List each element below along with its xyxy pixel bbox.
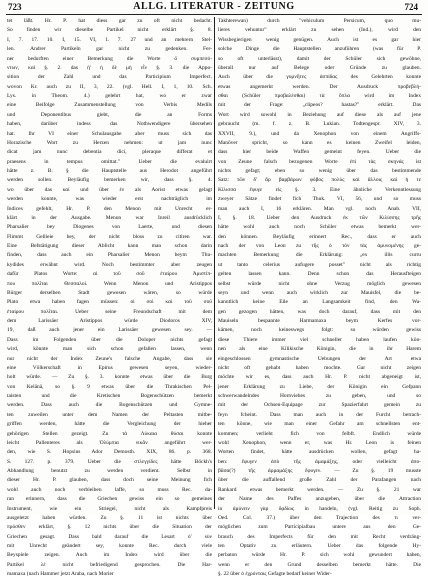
text-line: Auch über die γυμνῆτες ἀσπίδας des Gelehrten konnte bbox=[218, 74, 421, 81]
text-line: über die auffallend große Zahl der Parafangen nach bbox=[218, 477, 421, 484]
text-line: ut tanto celerius aufugere posset" nicht als richtig bbox=[218, 261, 421, 268]
text-line: von Kelänä, so §. 9 etwas über die Thrakischen Pel- bbox=[7, 383, 212, 390]
text-line: S. 127. p. 379. Ueber die στλεγγίδες hätte Böckh's bbox=[7, 458, 212, 465]
text-line: So finden wir dieselbe Partikel nicht erklärt §. 8. bbox=[7, 27, 212, 34]
text-line: Flimmt Gellieie bey, der nicht bloss zu citiren war. bbox=[7, 233, 212, 240]
text-line: werden. Dass auch die Bogenschützen und Gymne- bbox=[7, 402, 212, 409]
text-line: XXVII, 9.), und da Xenophon von einem Angriffs- bbox=[218, 130, 421, 137]
text-line: hätte z. B. § die Hauptstelle aus Herodot angeführt bbox=[7, 168, 212, 174]
text-line: der Name des Paffes anzugeben, über die Attraction bbox=[218, 496, 421, 503]
text-line: Takhterewan) durch "vehiculum Persicum, quo mu- bbox=[218, 18, 421, 24]
text-line: dass hier beide Waffen gemeint feyen. Ueber die bbox=[218, 149, 421, 156]
text-line: Pharsalier bey Diogenes von Laerte, und diesen bbox=[7, 224, 212, 231]
text-line: nichts gefagt; eben so wenig über das bestimmende bbox=[218, 168, 421, 174]
text-line: Abhandlung benutzt zu werden verdient. Selbst in bbox=[7, 468, 212, 474]
text-line: Κίλισσα ἔφυγε εἰς §. 3. Eine ähnliche Verkenntlessung bbox=[218, 186, 421, 193]
text-line: Oed. Col. 37.) über den Trajection des τι ver- bbox=[218, 514, 421, 521]
text-line: den können. Beyläufig erinnert Rec., dass er auch bbox=[218, 233, 421, 240]
text-line: finden, dass auch ein Pharsalier Menon beym Thu- bbox=[7, 252, 212, 259]
text-line: Indices gefehlt, Hr. P. den Menon mit Unrecht er- bbox=[7, 205, 212, 212]
text-column-right bbox=[218, 17, 421, 580]
text-line: len. Andrer Partikeln gar nicht zu gedenken. Fer- bbox=[7, 46, 212, 53]
text-line: werden sollen. Beyläufig bemerken wir, dass §. 4. bbox=[7, 177, 212, 184]
text-line: ner bedurften einer Bemerkung die Worte ö συμπεσό- bbox=[7, 55, 212, 62]
text-line: von Zeune falsch bezogenen Worte ἐπὶ τὰς σκηνάς ist bbox=[218, 158, 421, 165]
text-line: mit der Frage: „clipeos? hastas?" erklärt. Das bbox=[218, 102, 421, 109]
text-line: mamaxa (nach Hammer jetzt Araba, nach Morier bbox=[7, 571, 114, 578]
text-line: taisten und die Kretischen Bogenschützen bemerkt bbox=[7, 393, 212, 399]
text-line: wo über das καί und über ἐν als Aorist etwas gelagt bbox=[7, 186, 212, 193]
text-line: ντων, καί §. 2. das ή' ή δὲ μὴ εἶν §. 3. die Appo- bbox=[7, 64, 212, 71]
text-line: βᾶσα(?) τῆς ἁρμαμάξης ἔφυγεν. — Zu §. 19 musste bbox=[218, 468, 421, 474]
text-line: I, 7. 17. 10. I, 15. VI, 1. 7. 27 und an mehrern Stel- bbox=[7, 36, 212, 43]
text-line: haben, darüber indess das Nothwendigere übersehen bbox=[7, 121, 212, 128]
text-line: Bürger derselben Stadt gewesen wären, so würde bbox=[7, 289, 212, 296]
text-line: hätte wohl auch noch Schüler etwas bemerkt wer- bbox=[218, 224, 421, 231]
page-number-left: 723 bbox=[8, 2, 22, 12]
text-line: ἑταίρου πολῖται. Ueber seine Freundschaft mit dem bbox=[7, 308, 212, 315]
text-line: mit Unrecht geändert sey, konnte Rec. durch viele bbox=[7, 543, 212, 549]
column-divider bbox=[214, 17, 215, 509]
text-line: holt würde. — Zu §. 3. konnte etwas über die Burg bbox=[7, 374, 212, 381]
text-line: möglichen zum Participialbau untere aus den Ge- bbox=[218, 524, 421, 531]
text-line: ten Optativ zu erläutern. Ueber das folgende Hy- bbox=[218, 543, 421, 549]
text-line: gen gezogen hätten, was doch darauf, dass mit den bbox=[218, 308, 421, 315]
text-line: kommen; verlieht fich von felbft. Endlich würde bbox=[218, 430, 421, 437]
text-line: kanntlich keine Eile an Langsamkeit find, den Wa- bbox=[218, 299, 421, 306]
text-line: gebraucht (m. f. z. B. Lukian. Todtengespr. XIV, 3. bbox=[218, 121, 421, 128]
text-line: dieser Hr. P. glauben, dass doch seine Meinung fich bbox=[7, 477, 212, 484]
text-line: sition der Zahl und das Participium Imperfect. bbox=[7, 74, 212, 81]
text-line: Worten findet, hätte ausdrücken wollen, gefagt ha- bbox=[218, 449, 421, 456]
text-line: Wort wird sowohl in Beziehung auf diese als auf jene bbox=[218, 111, 421, 118]
page-number-right: 724 bbox=[404, 2, 418, 12]
text-line: wird, könnte man sich schon gefallen lassen, wenn bbox=[7, 346, 212, 353]
text-line: nur nicht der Index Zeune's falsche Angabe, dass sie bbox=[7, 355, 212, 362]
text-line: kämen, noch keineswegs folgt: so würden gewiss bbox=[218, 327, 421, 334]
text-line: Manöver spricht, so kann es keinen Zweifel leiden, bbox=[218, 139, 421, 146]
text-line: selbst würde nicht ohne Verzug möglich gewesen bbox=[218, 280, 421, 287]
text-line: den, wie S. Hopsius Ador Demosth. XIX, 86. p. 368. bbox=[7, 449, 212, 456]
text-line: diese Thiere immer viel schneller haben laufen kön- bbox=[218, 336, 421, 343]
text-line: etwas angemerkt werden. Der Ausdruck πρoβεβλή- bbox=[218, 83, 421, 90]
text-line: Satz: τῶν δ' ἄρ βαρβάρων φόβος πολὺς καὶ ἄλλοις καὶ ἡ τε bbox=[218, 177, 421, 184]
text-line: perbaton würde Hr. P. sich wohl gewundert haben, bbox=[218, 552, 421, 559]
text-line: möchte wir es, dass auch Hr. P. nicht abgeneigt ist, bbox=[218, 374, 421, 381]
text-line: feyn fcheint. Dass man auch in der Furcht betrach- bbox=[218, 411, 421, 418]
text-line: jener Erklärung zu Liebe, der Königin ein Gefpann bbox=[218, 383, 421, 390]
text-line: 19, daß auch jener ein Larissäer gewesen sey. — bbox=[7, 327, 212, 334]
text-line: §. 22 über ὁ ἐχρόνταις Gefagte bedarf keiner Wider- bbox=[218, 571, 332, 578]
text-line: und Deponentibus giebt, die an Forms bbox=[7, 111, 212, 118]
text-line: gelten lassen kann. Denn schon das Herausfteigen bbox=[218, 271, 421, 278]
text-line: ausgeletzt haben würden. Zu §. 11 ist nichts über bbox=[7, 514, 212, 521]
text-line: Mauiseln bespannte Harmamaxa beym Kerfes vor- bbox=[218, 318, 421, 324]
text-line: klärt in der Ausgabe. Menon war Inreil ausdrücklich bbox=[7, 214, 212, 221]
text-line: Horazische Wort zu Herzen nehmen: ut jam nunc bbox=[7, 139, 212, 146]
text-line: eingeschlossen gymnastische Uebungen der Art etwa bbox=[218, 355, 421, 362]
text-line: ran erinnern, dass die Griechen gewiss ein so gemeines bbox=[7, 496, 212, 503]
text-line: Beyspiele zeigen. Auch im Index wird über die bbox=[7, 552, 212, 559]
text-line: dem Larissäer Aristippos würde Diodoros XIV, bbox=[7, 318, 212, 324]
text-line: wohl auch noch verbleiben laffe, so muss Rec. da- bbox=[7, 486, 212, 493]
text-line: zweyer Sätze findet fich Thuk. VI, 56, und so muss bbox=[218, 196, 421, 203]
text-line: nach der von Leon zu τῆς ὁ τὸν τὰς ἁμυνομένης ge- bbox=[218, 243, 421, 249]
text-line: solche Dinge die Hauptstellen anzuführen (was für P. bbox=[218, 46, 421, 53]
text-line: ten zuweilen unter dem Namen der Peltasten mitbe- bbox=[7, 411, 212, 418]
text-line: überall nur auf Belege oder Gründe zu glauben. bbox=[218, 64, 421, 71]
text-line: werden konnte, was wieder erst nachträglich im bbox=[7, 196, 212, 203]
text-line: πρόσθεν erklärt, §. 12 nichts über die Situation der bbox=[7, 524, 212, 531]
text-line: Eine Befstätigung dieser Ablicht kann man schon darin bbox=[7, 243, 212, 249]
text-line: ben: ἔφυγεν ἀπὸ τῆς ἁμαμάξης, oder vielleicht ἀπο- bbox=[218, 458, 421, 465]
text-line: I, §. 18. Ueber den Ausdruck ἐκ τῶν Κιλίσσης τρῆς bbox=[218, 214, 421, 221]
text-line: dafür Platos Worte: αἱ τοῦ σοῦ ἑταίρου Ἀριστίπ- bbox=[7, 271, 212, 278]
text-line: so oft unterlässt), damit der Schüler sich gewöhne, bbox=[218, 55, 421, 62]
text-line: hat. Ihr VI einer Schulausgabe aber muss sich das bbox=[7, 130, 212, 137]
text-line: Lys. in Theom. 4.) gelehrt hat, wo er zwar bbox=[7, 93, 212, 99]
text-line: που πολῖται Θεσσαλοί. Wenn Menon und Aristippos bbox=[7, 280, 212, 287]
text-line: eine Beifolge Zusammenstellung von Verbis Medils bbox=[7, 102, 212, 109]
text-line: kydides erwähnt wird. Noch bestimmter aber zeugen bbox=[7, 261, 212, 268]
text-line: gehörigen Stellen gezeigt. Zu τὰ Λύκαια θύσαι konnte bbox=[7, 430, 212, 437]
text-column-left bbox=[7, 17, 212, 580]
text-line: Partikel λὲ nicht befriedigend gesprochen. Die Har- bbox=[7, 561, 212, 568]
text-line: wohl Xenophon, wenn er, was Hr. Leon is feinen bbox=[218, 439, 421, 446]
text-line: lieres vehuntur" erklärt zu sehen (Ind.), wird den bbox=[218, 27, 421, 34]
text-line: nicht oft gehabt haben mochte. Gar nicht zeigen bbox=[218, 364, 421, 371]
text-line: seyn und wenn auch wirklich zur Mauisfel, die be- bbox=[218, 289, 421, 296]
text-line: Wissbegierigen wenig genügen. Auch ist es gar hier bbox=[218, 36, 421, 43]
text-line: Dass im Folgenden über die Doloper nichts gefagt bbox=[7, 336, 212, 343]
text-line: Plato etwa haben fagen müssen: οἱ σοὶ καὶ τοῦ σοῦ bbox=[7, 299, 212, 306]
text-line: man auch I, 16 erklären. Man vgl. noch Anab. VII, bbox=[218, 205, 421, 212]
text-line: schwerwandelndes Hornviehes zu geben, und so bbox=[218, 393, 421, 399]
text-line: brauch des Imperfects für den mit Recht verdräng- bbox=[218, 533, 421, 540]
text-line: griffen werden, hätte die Vergleichung der hieher bbox=[7, 421, 212, 428]
running-title: ALLG. LITERATUR - ZEITUNG bbox=[133, 1, 295, 12]
text-line: dicat jam nunc debentia dici, pleraque differat et bbox=[7, 149, 212, 156]
text-line: praesens in tempus omittat." Ueber die evaluirt bbox=[7, 158, 212, 165]
text-line: machten Bemerkung die Erklärung: „ex illis curru bbox=[218, 252, 421, 259]
text-line: wovon Kr. auch zu II, 3, 22. (vgl. Hell. I, 1, 10. Sch. bbox=[7, 83, 212, 90]
text-line: wenn er den Grund desselben bemerkt hätte. Die bbox=[218, 561, 421, 568]
text-line: eine Völkerschaft in Epirus gewesen seyen, wieder- bbox=[7, 364, 212, 371]
text-line: Griechen gesagt. Dass bald darauf die Lesart ὁ' sὺν bbox=[7, 533, 212, 540]
header-rule bbox=[6, 14, 422, 15]
text-line: leicht Pallenteres als Ὀλύμπια νικᾶν angeführt wer- bbox=[7, 439, 212, 446]
text-line: tet läßt. Hr. P. hat diess gar zu oft nicht bedacht. bbox=[7, 18, 212, 24]
text-line: nen als eine Kilikische Königin, die in ihr Harem bbox=[218, 346, 421, 353]
text-line: mit der Ochsen-Equipage zur Spazierfahrt gemein zu bbox=[218, 402, 421, 409]
text-line: σθαι (Schüler προβαλέσθαι) τὰ ὅπλα wird im Index bbox=[218, 93, 421, 99]
text-line: Rankard etwas bemerkt werden. — Zu §. 21 war bbox=[218, 486, 421, 493]
page-header bbox=[0, 0, 428, 18]
text-line: ten könne, wie man einer Gefahr am schnellsten ent- bbox=[218, 421, 421, 428]
text-line: in ἀμύνειν γὰρ δᾳδίως in handeln, (vgl. Reitig zu Soph. bbox=[218, 505, 421, 512]
text-line: Instrument, wie ein Striegel, nicht als Kampfpreis bbox=[7, 505, 212, 512]
